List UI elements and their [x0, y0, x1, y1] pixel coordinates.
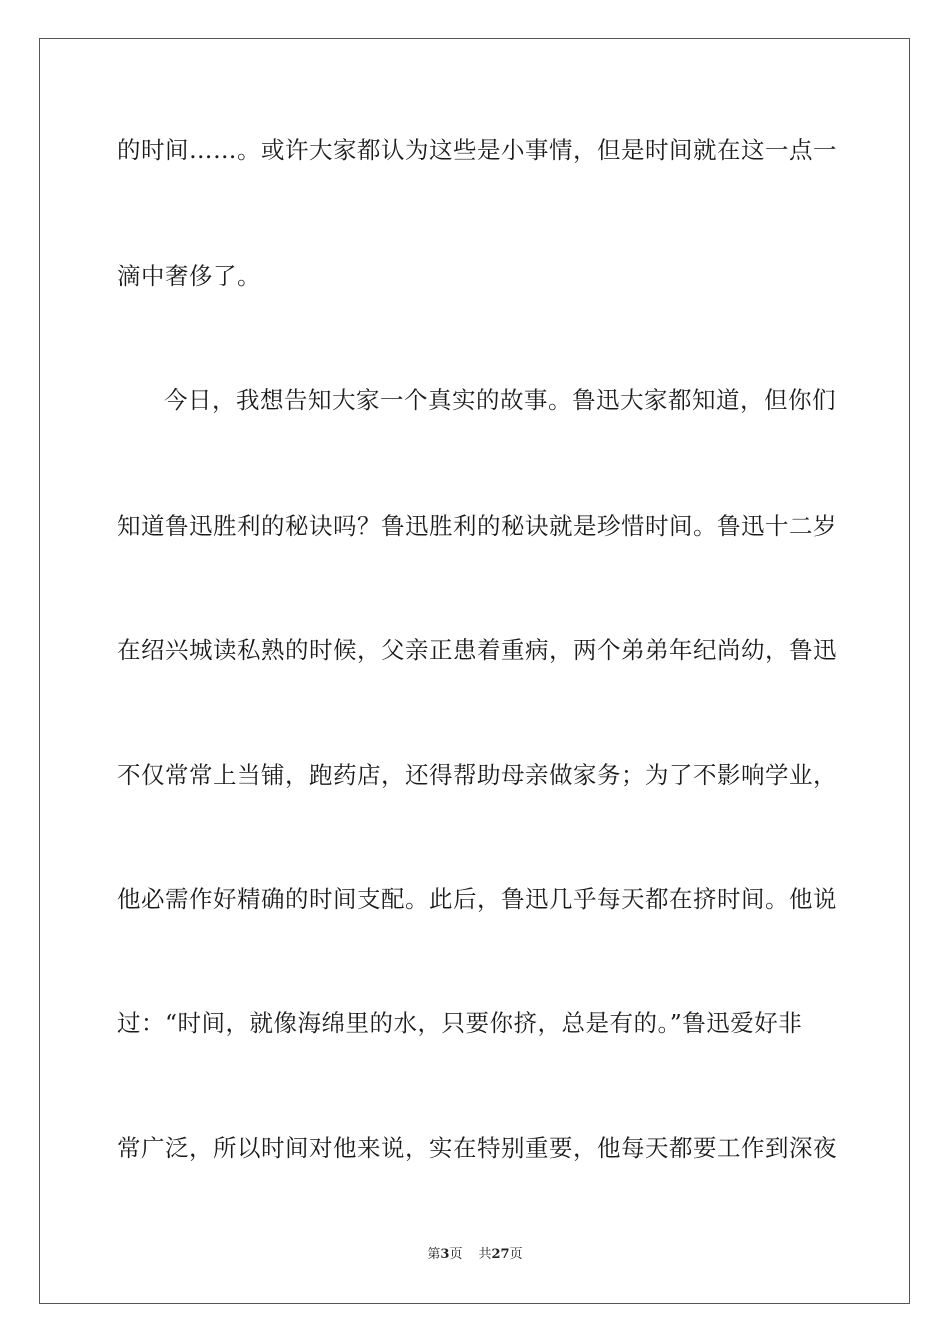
- footer-page-suffix: 页: [449, 1247, 463, 1262]
- body-line-2: 滴中奢侈了。: [117, 262, 261, 290]
- body-line-9: 常广泛，所以时间对他来说，实在特别重要，他每天都要工作到深夜: [117, 1134, 837, 1162]
- page-footer: [0, 1246, 950, 1264]
- body-line-7: 他必需作好精确的时间支配。此后，鲁迅几乎每天都在挤时间。他说: [117, 885, 837, 913]
- footer-total-prefix: 共: [478, 1247, 492, 1262]
- body-line-1: 的时间……。或许大家都认为这些是小事情，但是时间就在这一点一: [117, 136, 837, 164]
- body-line-3: 今日，我想告知大家一个真实的故事。鲁迅大家都知道，但你们: [164, 386, 836, 414]
- body-line-5: 在绍兴城读私熟的时候，父亲正患着重病，两个弟弟年纪尚幼，鲁迅: [117, 636, 837, 664]
- body-line-8: 过：“时间，就像海绵里的水，只要你挤，总是有的。”鲁迅爱好非: [117, 1009, 803, 1037]
- body-line-4: 知道鲁迅胜利的秘诀吗？鲁迅胜利的秘诀就是珍惜时间。鲁迅十二岁: [117, 512, 837, 540]
- body-line-6: 不仅常常上当铺，跑药店，还得帮助母亲做家务；为了不影响学业，: [117, 761, 837, 789]
- current-page-number: 3: [440, 1247, 450, 1262]
- total-page-count: 27: [491, 1247, 510, 1262]
- footer-prefix: 第: [427, 1247, 441, 1262]
- footer-total-suffix: 页: [509, 1247, 523, 1262]
- page-border: [39, 38, 910, 1304]
